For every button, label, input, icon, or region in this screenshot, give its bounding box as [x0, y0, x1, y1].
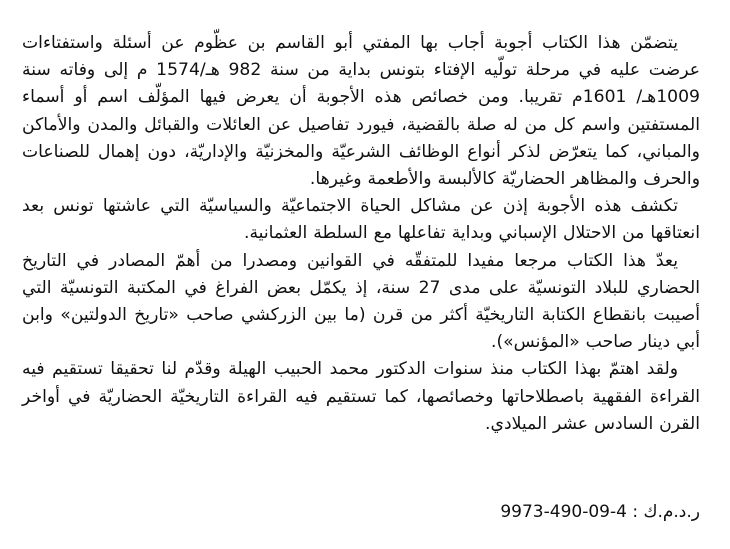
description-paragraph-4: ولقد اهتمّ بهذا الكتاب منذ سنوات الدكتور محمد الحبيب الهيلة وقدّم لنا تحقيقا تستقيم فيه القراءة الفقهية باصطلاحاتها وخصائصها، كما تستقيم فيه القراءة التاريخيّة الحضاريّة في أواخر القرن السادس عشر الميلادي.	[22, 359, 700, 434]
isbn-label: ر.د.م.ك :	[632, 502, 700, 522]
description-paragraph-2: تكشف هذه الأجوبة إذن عن مشاكل الحياة الاجتماعيّة والسياسيّة التي عاشتها تونس بعد انعتاقها من الاحتلال الإسباني وبداية تفاعلها مع السلطة العثمانية.	[22, 196, 700, 244]
description-paragraph-3: يعدّ هذا الكتاب مرجعا مفيدا للمتفقّه في القوانين ومصدرا من أهمّ المصادر في التاريخ الحضاري للبلاد التونسيّة على مدى 27 سنة، إذ يكمّل بعض الفراغ في المكتبة التونسيّة التي أصيبت بانقطاع الكتابة التاريخيّة أكثر من قرن (ما بين الزركشي صاحب «تاريخ الدولتين» وابن أبي دينار صاحب «المؤنس»).	[22, 250, 700, 353]
description-paragraph-1: يتضمّن هذا الكتاب أجوبة أجاب بها المفتي أبو القاسم بن عظّوم عن أسئلة واستفتاءات عرضت عليه في مرحلة تولّيه الإفتاء بتونس بداية من سنة 982 هـ/1574 م إلى وفاته سنة 1009هـ/ 1601م تقريبا. ومن خصائص هذه الأجوبة أن يعرض فيها المؤلّف اسم أو أسماء المستفتين واسم كل من له صلة بالقضية، فيورد تفاصيل عن العائلات والقبائل والمدن والأماكن والمباني، كما يتعرّض لذكر أنواع الوظائف الشرعيّة والمخزنيّة والإداريّة، دون إهمال للصناعات والحرف والمظاهر الحضاريّة كالألبسة والأطعمة وغيرها.	[22, 33, 701, 190]
book-description	[22, 30, 700, 438]
isbn-line	[500, 500, 700, 524]
isbn-number: 9973-490-09-4	[500, 502, 627, 522]
